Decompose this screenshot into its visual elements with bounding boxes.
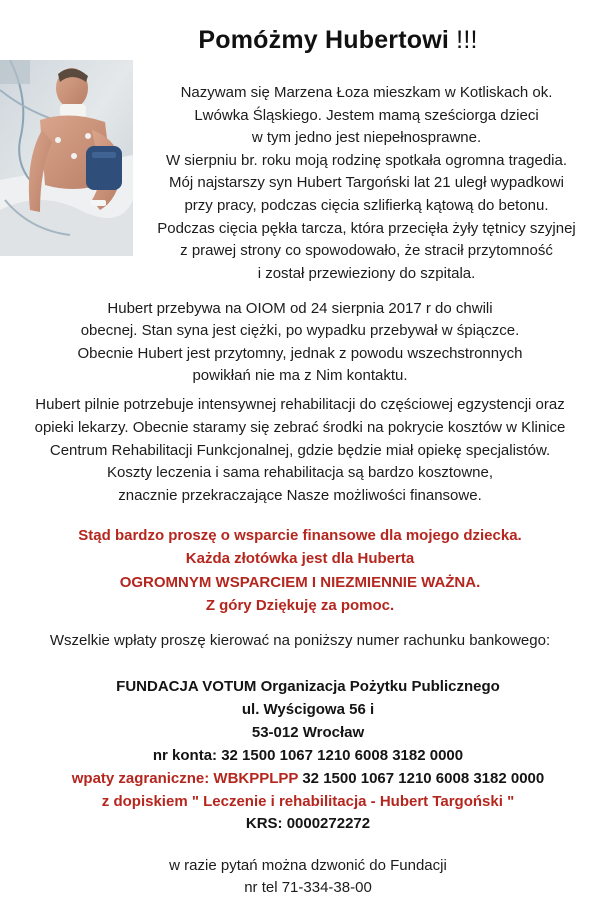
condition-line: Obecnie Hubert jest przytomny, jednak z powodu wszechstronnych — [77, 344, 523, 362]
intro-line: przy pracy, podczas cięcia szlifierką kątową do betonu. — [184, 196, 549, 214]
condition-line: Hubert przebywa na OIOM od 24 sierpnia 2017 r do chwili — [107, 300, 493, 317]
foundation-name: FUNDACJA VOTUM Organizacja Pożytku Publicznego — [116, 678, 500, 695]
rehabilitation-paragraph — [0, 394, 600, 508]
contact-info — [0, 855, 600, 899]
hospital-photo — [0, 60, 133, 256]
foundation-city: 53-012 Wrocław — [251, 723, 365, 741]
rehabilitation-line: Hubert pilnie potrzebuje intensywnej rehabilitacji do częściowej egzystencji oraz — [35, 396, 565, 413]
intro-line: Podczas cięcia pękła tarcza, która przecięła żyły tętnicy szyjnej — [157, 219, 576, 237]
page-title — [0, 24, 600, 56]
title-exclamation: !!! — [449, 26, 478, 54]
intro-line: Lwówka Śląskiego. Jestem mamą sześciorga dzieci — [194, 106, 539, 124]
intro-line: z prawej strony co spowodowało, że stracił przytomność — [180, 242, 553, 260]
transfer-instructions — [0, 630, 600, 653]
intro-paragraph — [133, 82, 600, 285]
foreign-transfer-label: wpaty zagraniczne: WBKPPLPP — [71, 769, 299, 787]
bank-details — [0, 676, 600, 836]
transfer-note: z dopiskiem " Leczenie i rehabilitacja - Hubert Targoński " — [101, 792, 515, 810]
appeal-line: Stąd bardzo proszę o wsparcie finansowe dla mojego dziecka. — [78, 527, 522, 544]
foundation-street: ul. Wyścigowa 56 i — [241, 700, 375, 718]
intro-line: W sierpniu br. roku moją rodzinę spotkała ogromna tragedia. — [165, 151, 568, 169]
intro-line: Mój najstarszy syn Hubert Targoński lat 21 uległ wypadkowi — [169, 174, 564, 192]
rehabilitation-line: Koszty leczenia i sama rehabilitacja są bardzo kosztowne, — [106, 464, 494, 482]
rehabilitation-line: Centrum Rehabilitacji Funkcjonalnej, gdzie będzie miał opiekę specjalistów. — [49, 441, 551, 459]
foreign-account-number: 32 1500 1067 1210 6008 3182 0000 — [298, 769, 545, 787]
foreign-transfer-line[interactable] — [0, 768, 600, 791]
condition-line: powikłań nie ma z Nim kontaktu. — [192, 367, 408, 385]
rehabilitation-line: znacznie przekraczające Nasze możliwości finansowe. — [118, 487, 482, 505]
rehabilitation-line: opieki lekarzy. Obecnie staramy się zebrać środki na pokrycie kosztów w Klinice — [34, 418, 566, 436]
contact-line: w razie pytań można dzwonić do Fundacji — [169, 857, 447, 874]
intro-line: Nazywam się Marzena Łoza mieszkam w Kotliskach ok. — [180, 84, 553, 101]
transfer-text: Wszelkie wpłaty proszę kierować na poniższy numer rachunku bankowego: — [49, 632, 551, 649]
intro-line: i został przewieziony do szpitala. — [257, 264, 476, 282]
appeal-line: Z góry Dziękuję za pomoc. — [205, 597, 395, 615]
intro-line: w tym jedno jest niepełnosprawne. — [251, 129, 482, 147]
condition-line: obecnej. Stan syna jest ciężki, po wypadku przebywał w śpiączce. — [80, 322, 520, 340]
krs-number: KRS: 0000272272 — [245, 815, 371, 833]
contact-phone[interactable]: nr tel 71-334-38-00 — [244, 879, 372, 896]
appeal-line: OGROMNYM WSPARCIEM I NIEZMIENNIE WAŻNA. — [119, 573, 481, 591]
appeal-paragraph — [0, 524, 600, 618]
title-text: Pomóżmy Hubertowi — [198, 26, 450, 54]
appeal-line: Każda złotówka jest dla Huberta — [185, 550, 415, 568]
account-number[interactable]: nr konta: 32 1500 1067 1210 6008 3182 0000 — [152, 746, 464, 764]
condition-paragraph — [0, 298, 600, 388]
